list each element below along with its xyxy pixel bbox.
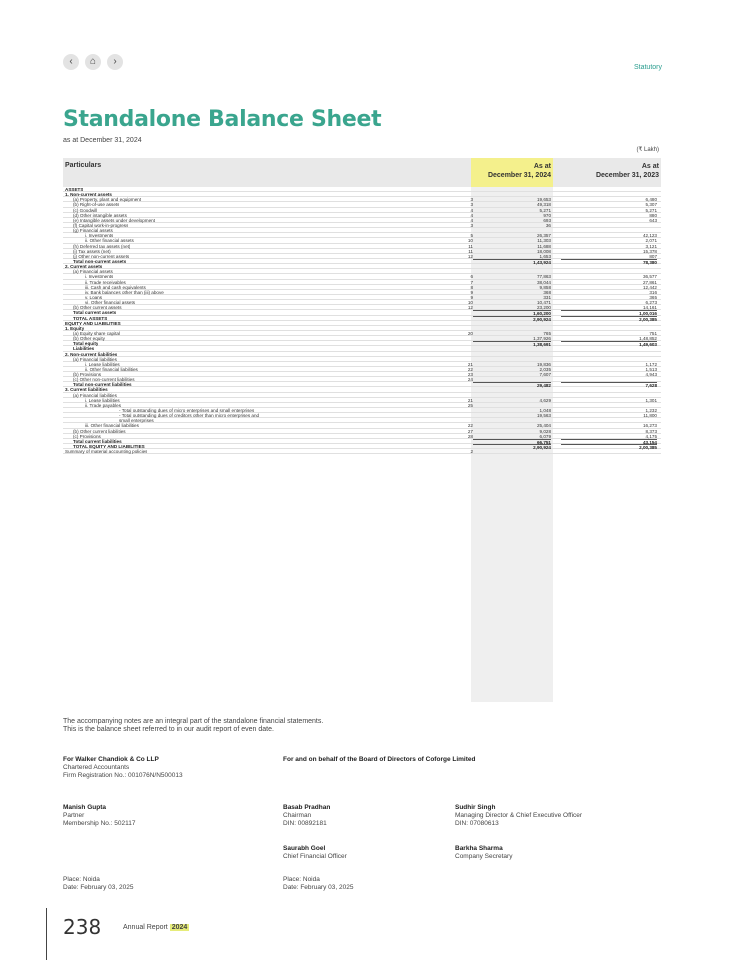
row-label: (a) Financial liabilities xyxy=(73,356,117,362)
value-2024: 36 xyxy=(545,222,551,228)
value-2024: 331 xyxy=(543,294,551,300)
row-note: 5 xyxy=(470,233,473,239)
board-block xyxy=(283,756,475,764)
value-2024: 38,044 xyxy=(536,279,551,285)
value-2024: 1,048 xyxy=(539,408,551,414)
row-note: 27 xyxy=(467,428,473,434)
row-label: 3. Current liabilities xyxy=(65,387,108,393)
row-label: (b) Right-of-use assets xyxy=(73,202,120,208)
row-label: (a) Property, plant and equipment xyxy=(73,197,142,203)
row-label: i. Lease liabilities xyxy=(85,397,120,403)
row-label: - Total outstanding dues of creditors other than micro enterprises and xyxy=(119,413,260,419)
row-label: (h) Deferred tax assets (net) xyxy=(73,243,131,249)
value-2024: 2,90,924 xyxy=(473,316,551,322)
chairman-signatory xyxy=(283,804,330,828)
place-date-right xyxy=(283,876,353,892)
header-current-year xyxy=(471,158,553,187)
value-2024: 49,318 xyxy=(536,202,551,208)
value-2023: 6,273 xyxy=(645,300,657,306)
value-2024: 1,60,200 xyxy=(473,310,551,316)
date: Date: February 03, 2025 xyxy=(283,884,354,891)
row-note: 4 xyxy=(470,207,473,213)
value-2023: 42,123 xyxy=(642,233,657,239)
page-title: Standalone Balance Sheet xyxy=(63,107,382,132)
signatory-role: Managing Director & Chief Executive Officer xyxy=(455,812,583,819)
row-label: (a) Equity share capital xyxy=(73,330,120,336)
row-note: 21 xyxy=(467,361,473,367)
value-2023: 6,480 xyxy=(645,197,657,203)
row-label: TOTAL EQUITY AND LIABILITIES xyxy=(73,444,145,450)
row-label: i. Lease liabilities xyxy=(85,361,120,367)
row-label: (i) Tax assets (net) xyxy=(73,248,111,254)
row-note: 25 xyxy=(467,402,473,408)
header-current-year-line1: As at xyxy=(533,163,551,170)
report-label xyxy=(123,924,189,931)
row-label: ii. Other financial assets xyxy=(85,238,134,244)
row-label: Liabilities xyxy=(73,346,95,352)
row-label: iii. Other financial liabilities xyxy=(85,423,139,429)
row-note: 12 xyxy=(467,305,473,311)
value-2024: 9,858 xyxy=(539,284,551,290)
signatory-role: Company Secretary xyxy=(455,853,513,860)
value-2023: 7,628 xyxy=(561,382,657,388)
auditor-line: Firm Registration No.: 001076N/N500013 xyxy=(63,772,183,779)
row-note: 9 xyxy=(470,294,473,300)
value-2024: 1,653 xyxy=(539,253,551,259)
row-label: (j) Other non-current assets xyxy=(73,253,130,259)
date: Date: February 03, 2025 xyxy=(63,884,134,891)
value-2024: 19,836 xyxy=(536,361,551,367)
row-label: TOTAL ASSETS xyxy=(73,315,108,321)
value-2024: 11,303 xyxy=(537,238,551,244)
row-note: 23 xyxy=(467,372,473,378)
value-2024: 23,200 xyxy=(536,305,551,311)
row-note: 7 xyxy=(470,279,473,285)
value-2023: 15,378 xyxy=(642,248,657,254)
as-at-date: as at December 31, 2024 xyxy=(63,137,142,144)
value-2023: 11,800 xyxy=(643,413,657,419)
row-label: (a) Financial liabilities xyxy=(73,392,117,398)
row-note: 10 xyxy=(467,300,473,306)
auditor-block xyxy=(63,756,183,780)
row-label: iii. Cash and cash equivalents xyxy=(85,284,146,290)
value-2024: 18,008 xyxy=(536,248,551,254)
value-2024: 25,404 xyxy=(536,423,551,429)
signatory-name: Sudhir Singh xyxy=(455,804,496,811)
value-2024: 4,629 xyxy=(539,397,551,403)
row-label: 2. Current assets xyxy=(65,264,103,270)
ceo-signatory xyxy=(455,804,582,828)
row-note: 4 xyxy=(470,212,473,218)
row-label: ii. Trade payables xyxy=(85,402,122,408)
signatory-role: Chairman xyxy=(283,812,312,819)
place-date-left xyxy=(63,876,133,892)
place: Place: Noida xyxy=(63,876,100,883)
footnote xyxy=(63,718,323,734)
row-label: ii. Other financial liabilities xyxy=(85,366,138,372)
value-2023: 14,161 xyxy=(642,305,657,311)
value-2023: 36,577 xyxy=(642,274,657,280)
row-label: 1. Non-current assets xyxy=(65,192,112,198)
value-2024: 2,035 xyxy=(539,366,551,372)
signatory-name: Basab Pradhan xyxy=(283,804,331,811)
board-title: For and on behalf of the Board of Directors of Coforge Limited xyxy=(283,756,476,763)
currency-unit: (₹ Lakh) xyxy=(636,147,659,153)
signatory-role: Chief Financial Officer xyxy=(283,853,347,860)
auditor-line: Chartered Accountants xyxy=(63,764,130,771)
footnote-line: This is the balance sheet referred to in our audit report of even date. xyxy=(63,726,274,733)
row-note: 21 xyxy=(467,397,473,403)
chevron-left-icon: ‹ xyxy=(69,56,73,67)
value-2024: 66,751 xyxy=(473,439,551,445)
value-2023: 1,232 xyxy=(645,408,657,414)
header-previous-year-line1: As at xyxy=(641,163,659,170)
place: Place: Noida xyxy=(283,876,320,883)
table-body xyxy=(63,187,661,454)
row-label: v. Loans xyxy=(85,294,103,300)
table-header xyxy=(63,158,661,187)
page-number: 238 xyxy=(63,915,102,939)
balance-sheet-table xyxy=(63,158,661,454)
value-2024: 5,271 xyxy=(539,207,551,213)
row-label: (e) Intangible assets under development xyxy=(73,217,155,223)
value-2024: 693 xyxy=(543,217,551,223)
value-2023: 1,48,852 xyxy=(639,336,657,342)
value-2023: 16,273 xyxy=(642,423,657,429)
partner-signatory xyxy=(63,804,136,828)
row-label: ASSETS xyxy=(65,187,84,192)
row-label: (f) Capital work-in-progress xyxy=(73,222,129,228)
value-2023: 2,00,385 xyxy=(561,444,657,450)
value-2024: 11,688 xyxy=(537,243,551,249)
home-icon: ⌂ xyxy=(89,56,97,67)
row-note: 24 xyxy=(467,377,473,383)
value-2023: 643 xyxy=(649,217,657,223)
row-label: Total non-current assets xyxy=(73,258,127,264)
footnote-line: The accompanying notes are an integral part of the standalone financial statements. xyxy=(63,718,324,725)
row-label: iv. Bank balances other than (iii) above xyxy=(85,289,164,295)
row-label: 1. Equity xyxy=(65,325,85,331)
row-label: small enterprises xyxy=(119,418,154,424)
value-2023: 12,442 xyxy=(642,284,657,290)
row-label: (g) Financial assets xyxy=(73,228,113,234)
signatory-id: DIN: 07080613 xyxy=(455,820,499,827)
next-page-button[interactable] xyxy=(107,54,123,70)
section-label[interactable]: Statutory xyxy=(633,64,662,71)
row-note: 9 xyxy=(470,289,473,295)
cfo-signatory xyxy=(283,845,347,861)
row-label: vi. Other financial assets xyxy=(85,300,136,306)
value-2024: 9,028 xyxy=(539,428,551,434)
row-label: Total non-current liabilities xyxy=(73,382,132,388)
auditor-firm: For Walker Chandiok & Co LLP xyxy=(63,756,159,763)
report-year: 2024 xyxy=(171,924,188,931)
home-button[interactable] xyxy=(85,54,101,70)
row-note: 20 xyxy=(467,330,473,336)
report-title: Annual Report xyxy=(123,924,168,931)
row-label: (b) Other equity xyxy=(73,336,105,342)
value-2023: 43,154 xyxy=(561,439,657,445)
value-2023: 3,121 xyxy=(645,243,657,249)
row-label: (b) Provisions xyxy=(73,372,102,378)
signatory-id: DIN: 00892181 xyxy=(283,820,327,827)
margin-divider xyxy=(46,908,47,960)
row-label: EQUITY AND LIABILITIES xyxy=(65,320,121,326)
signatory-name: Manish Gupta xyxy=(63,804,106,811)
row-note: 3 xyxy=(470,197,473,203)
value-2023: 2,00,385 xyxy=(561,316,657,322)
value-2024: 1,43,924 xyxy=(473,259,551,265)
value-2024: 7,607 xyxy=(539,372,551,378)
signatory-name: Saurabh Goel xyxy=(283,845,326,852)
row-note: 12 xyxy=(467,253,473,259)
row-label: Total equity xyxy=(73,341,99,347)
row-note: 22 xyxy=(467,423,473,429)
value-2023: 365 xyxy=(649,294,657,300)
row-label: (d) Other intangible assets xyxy=(73,212,127,218)
value-2023: 316 xyxy=(649,289,657,295)
value-2023: 5,271 xyxy=(645,207,657,213)
row-label: 2. Non-current liabilities xyxy=(65,351,118,357)
value-2024: 19,563 xyxy=(536,413,551,419)
cs-signatory xyxy=(455,845,512,861)
value-2024: 970 xyxy=(543,212,551,218)
signatory-name: Barkha Sharma xyxy=(455,845,503,852)
header-previous-year xyxy=(561,162,659,180)
value-2023: 1,00,016 xyxy=(561,310,657,316)
value-2024: 6,079 xyxy=(539,433,551,439)
value-2024: 1,37,926 xyxy=(533,336,551,342)
row-note: 3 xyxy=(470,202,473,208)
value-2023: 5,307 xyxy=(645,202,657,208)
value-2023: 4,175 xyxy=(645,433,657,439)
row-label: Total current liabilities xyxy=(73,438,122,444)
row-label: ii. Trade receivables xyxy=(85,279,126,285)
value-2023: 27,861 xyxy=(642,279,657,285)
row-note: 3 xyxy=(470,222,473,228)
value-2023: 4,943 xyxy=(645,372,657,378)
value-2023: 1,301 xyxy=(645,397,657,403)
row-label: (b) Other current assets xyxy=(73,305,122,311)
row-note: 6 xyxy=(470,274,473,280)
value-2024: 368 xyxy=(543,289,551,295)
value-2024: 77,863 xyxy=(536,274,551,280)
value-2023: 1,172 xyxy=(645,361,657,367)
value-2023: 880 xyxy=(649,212,657,218)
row-note: 22 xyxy=(467,366,473,372)
value-2023: 1,49,603 xyxy=(561,341,657,347)
row-note: 11 xyxy=(468,248,473,254)
value-2023: 2,071 xyxy=(645,238,657,244)
value-2024: 2,90,924 xyxy=(473,444,551,450)
value-2023: 78,380 xyxy=(561,259,657,265)
value-2023: 8,373 xyxy=(645,428,657,434)
row-label: - Total outstanding dues of micro enterprises and small enterprises xyxy=(119,408,255,414)
previous-page-button[interactable] xyxy=(63,54,79,70)
row-note: 2 xyxy=(470,449,473,455)
row-note: 10 xyxy=(467,238,473,244)
table-row xyxy=(63,449,661,454)
row-label: (c) Provisions xyxy=(73,433,101,439)
header-previous-year-line2: December 31, 2023 xyxy=(595,172,659,179)
header-particulars: Particulars xyxy=(65,162,102,169)
chevron-right-icon: › xyxy=(113,56,117,67)
row-note: 8 xyxy=(470,284,473,290)
row-note: 11 xyxy=(468,243,473,249)
row-label: (c) Goodwill xyxy=(73,207,98,213)
header-current-year-line2: December 31, 2024 xyxy=(487,172,551,179)
value-2023: 751 xyxy=(649,330,657,336)
row-label: i. Investments xyxy=(85,274,114,280)
row-label: (a) Financial assets xyxy=(73,269,113,275)
value-2024: 765 xyxy=(543,330,551,336)
row-label: i. Investments xyxy=(85,233,114,239)
row-label: (c) Other non-current liabilities xyxy=(73,377,135,383)
value-2024: 29,482 xyxy=(473,382,551,388)
value-2024: 10,471 xyxy=(536,300,551,306)
row-label: Summary of material accounting policies xyxy=(65,449,148,455)
row-label: Total current assets xyxy=(73,310,117,316)
nav-controls xyxy=(63,54,123,70)
value-2024: 19,653 xyxy=(536,197,551,203)
row-note: 4 xyxy=(470,217,473,223)
value-2024: 1,38,691 xyxy=(473,341,551,347)
value-2024: 26,357 xyxy=(536,233,551,239)
row-label: (b) Other current liabilities xyxy=(73,428,126,434)
row-note: 28 xyxy=(467,433,473,439)
signatory-role: Partner xyxy=(63,812,85,819)
signatory-id: Membership No.: 502117 xyxy=(63,820,136,827)
value-2023: 807 xyxy=(649,253,657,259)
value-2023: 1,513 xyxy=(645,366,657,372)
